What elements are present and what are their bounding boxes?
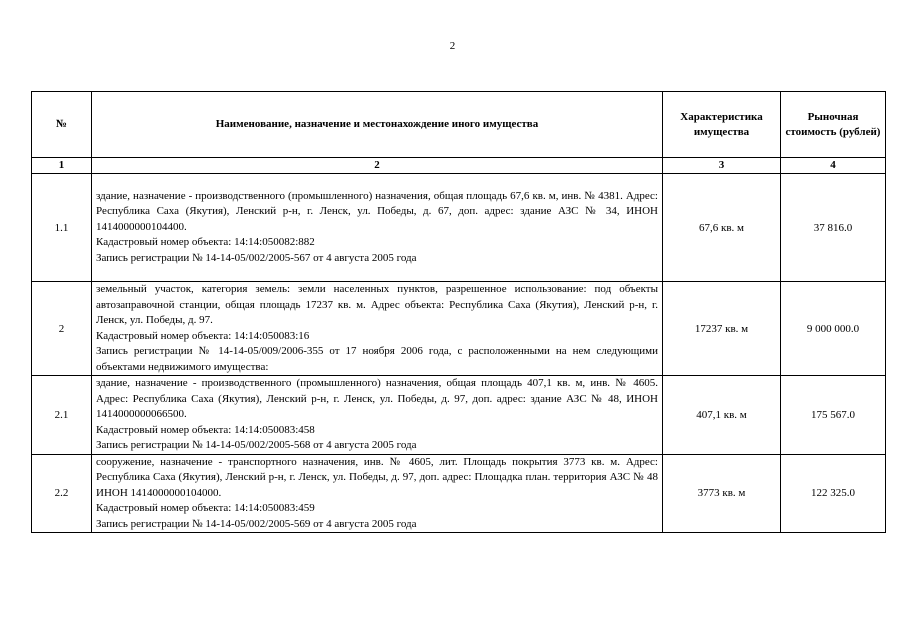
column-number: 3	[663, 158, 781, 174]
column-numbers-row	[32, 158, 886, 174]
description-line: земельный участок, категория земель: земли населенных пунктов, разрешенное использование: под объекты автозаправочной станции, общая площадь 17237 кв. м. Адрес объекта: Республика Саха (Якутия), Ленский р-н, г. Ленск, ул. Победы, д. 97.	[96, 283, 658, 326]
row-number: 2.1	[32, 376, 92, 455]
registration-record: Запись регистрации № 14-14-05/002/2005-569 от 4 августа 2005 года	[96, 517, 417, 530]
table-row	[32, 282, 886, 376]
cadastral-number: Кадастровый номер объекта: 14:14:050083:16	[96, 329, 310, 342]
row-description	[92, 454, 663, 533]
header-num: №	[32, 92, 92, 158]
row-number: 2.2	[32, 454, 92, 533]
registration-record: Запись регистрации № 14-14-05/002/2005-568 от 4 августа 2005 года	[96, 439, 417, 451]
row-market-value: 9 000 000.0	[781, 282, 886, 376]
registration-record: Запись регистрации № 14-14-05/009/2006-355 от 17 ноября 2006 года, с расположенными на нем следующими объектами недвижимого имущества:	[96, 345, 658, 373]
row-characteristics: 17237 кв. м	[663, 282, 781, 376]
description-line: здание, назначение - производственного (промышленного) назначения, общая площадь 67,6 кв. м, инв. № 4381. Адрес: Республика Саха (Якутия), Ленский р-н, г. Ленск, ул. Победы, д. 67, доп. адрес: здание АЗС № 34, ИНОН 1414000000104400.	[96, 189, 658, 233]
column-number: 4	[781, 158, 886, 174]
row-market-value: 37 816.0	[781, 174, 886, 282]
table-row	[32, 376, 886, 455]
table-row	[32, 454, 886, 533]
row-characteristics: 3773 кв. м	[663, 454, 781, 533]
header-characteristics: Характеристика имущества	[663, 92, 781, 158]
cadastral-number: Кадастровый номер объекта: 14:14:050082:882	[96, 236, 315, 249]
row-market-value: 175 567.0	[781, 376, 886, 455]
description-line: сооружение, назначение - транспортного назначения, инв. № 4605, лит. Площадь покрытия 3773 кв. м. Адрес: Республика Саха (Якутия), Ленский р-н, г. Ленск, ул. Победы, д. 97, доп. адрес: Площадка план. территория АЗС № 48 ИНОН 1414000000104000.	[96, 455, 658, 499]
row-number: 2	[32, 282, 92, 376]
header-name: Наименование, назначение и местонахождение иного имущества	[92, 92, 663, 158]
row-description	[92, 174, 663, 282]
row-characteristics: 407,1 кв. м	[663, 376, 781, 455]
description-line: здание, назначение - производственного (промышленного) назначения, общая площадь 407,1 кв. м, инв. № 4605. Адрес: Республика Саха (Якутия), Ленский р-н, г. Ленск, ул. Победы, д. 97, доп. адрес: здание АЗС № 48, ИНОН 1414000000066500.	[96, 377, 658, 420]
cadastral-number: Кадастровый номер объекта: 14:14:050083:458	[96, 423, 315, 436]
column-number: 2	[92, 158, 663, 174]
registration-record: Запись регистрации № 14-14-05/002/2005-567 от 4 августа 2005 года	[96, 251, 417, 264]
row-market-value: 122 325.0	[781, 454, 886, 533]
page-number: 2	[449, 40, 456, 52]
column-number: 1	[32, 158, 92, 174]
row-description	[92, 282, 663, 376]
header-market-value: Рыночная стоимость (рублей)	[781, 92, 886, 158]
property-table	[31, 91, 886, 533]
row-description	[92, 376, 663, 455]
table-row	[32, 174, 886, 282]
row-characteristics: 67,6 кв. м	[663, 174, 781, 282]
cadastral-number: Кадастровый номер объекта: 14:14:050083:459	[96, 502, 315, 514]
row-number: 1.1	[32, 174, 92, 282]
table-header-row	[32, 92, 886, 158]
